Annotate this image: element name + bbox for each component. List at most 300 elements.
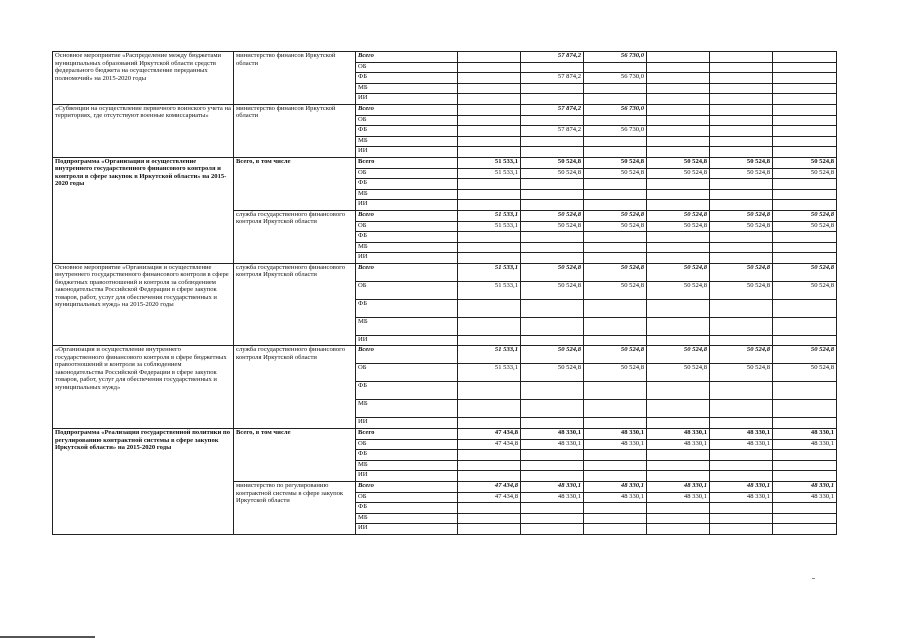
amount-cell: 57 874,2 — [521, 52, 584, 63]
scan-edge-mark — [0, 636, 95, 638]
amount-cell: 50 524,8 — [710, 281, 773, 299]
amount-cell — [710, 335, 773, 346]
amount-cell — [773, 136, 837, 147]
amount-cell — [647, 62, 710, 73]
amount-cell: 57 874,2 — [521, 126, 584, 137]
funding-source-cell: Всего — [356, 346, 458, 364]
amount-cell: 48 330,1 — [521, 439, 584, 450]
amount-cell — [584, 200, 647, 211]
amount-cell — [521, 115, 584, 126]
amount-cell — [584, 317, 647, 335]
amount-cell — [521, 232, 584, 243]
amount-cell — [584, 524, 647, 535]
amount-cell — [521, 242, 584, 253]
amount-cell — [710, 232, 773, 243]
amount-cell — [647, 253, 710, 264]
amount-cell — [458, 335, 521, 346]
amount-cell: 50 524,8 — [584, 221, 647, 232]
executor-cell: министерство финансов Иркутской области — [234, 104, 356, 157]
amount-cell — [458, 52, 521, 63]
amount-cell — [647, 189, 710, 200]
amount-cell — [773, 460, 837, 471]
amount-cell — [521, 94, 584, 105]
amount-cell: 47 434,8 — [458, 429, 521, 440]
amount-cell — [647, 200, 710, 211]
amount-cell — [773, 104, 837, 115]
amount-cell: 47 434,8 — [458, 439, 521, 450]
funding-source-cell: ИИ — [356, 418, 458, 429]
amount-cell — [710, 200, 773, 211]
executor-cell: министерство по регулированию контрактной системы в сфере закупок Иркутской области — [234, 482, 356, 535]
amount-cell: 56 730,0 — [584, 126, 647, 137]
amount-cell: 50 524,8 — [584, 157, 647, 168]
amount-cell: 50 524,8 — [647, 168, 710, 179]
amount-cell — [584, 189, 647, 200]
amount-cell — [710, 299, 773, 317]
amount-cell: 50 524,8 — [773, 263, 837, 281]
amount-cell: 56 730,0 — [584, 52, 647, 63]
amount-cell — [521, 200, 584, 211]
amount-cell: 48 330,1 — [710, 429, 773, 440]
amount-cell: 48 330,1 — [773, 492, 837, 503]
table-row — [53, 263, 837, 281]
amount-cell — [584, 136, 647, 147]
table-row — [53, 429, 837, 440]
amount-cell — [458, 253, 521, 264]
amount-cell: 50 524,8 — [773, 281, 837, 299]
amount-cell — [584, 83, 647, 94]
executor-cell: Всего, в том числе — [234, 157, 356, 210]
amount-cell — [647, 524, 710, 535]
amount-cell: 48 330,1 — [647, 482, 710, 493]
amount-cell: 50 524,8 — [647, 281, 710, 299]
amount-cell — [584, 450, 647, 461]
amount-cell — [647, 513, 710, 524]
amount-cell — [584, 62, 647, 73]
amount-cell: 48 330,1 — [584, 429, 647, 440]
amount-cell — [458, 524, 521, 535]
amount-cell: 50 524,8 — [521, 263, 584, 281]
amount-cell — [647, 94, 710, 105]
amount-cell — [647, 299, 710, 317]
amount-cell: 50 524,8 — [710, 168, 773, 179]
amount-cell: 50 524,8 — [773, 157, 837, 168]
amount-cell — [773, 418, 837, 429]
executor-cell: служба государственного финансового контроля Иркутской области — [234, 210, 356, 263]
funding-source-cell: Всего — [356, 210, 458, 221]
amount-cell — [773, 503, 837, 514]
amount-cell: 51 533,1 — [458, 210, 521, 221]
amount-cell: 50 524,8 — [521, 346, 584, 364]
funding-source-cell: ФБ — [356, 232, 458, 243]
amount-cell: 50 524,8 — [773, 364, 837, 382]
funding-source-cell: МБ — [356, 460, 458, 471]
amount-cell — [773, 115, 837, 126]
amount-cell — [521, 299, 584, 317]
program-name-cell: «Субвенции на осуществление первичного воинского учета на территориях, где отсутствуют военные комиссариаты» — [53, 104, 234, 157]
amount-cell — [584, 382, 647, 400]
amount-cell — [647, 335, 710, 346]
amount-cell — [710, 524, 773, 535]
amount-cell: 50 524,8 — [584, 281, 647, 299]
amount-cell — [773, 317, 837, 335]
amount-cell — [710, 418, 773, 429]
funding-source-cell: ОБ — [356, 281, 458, 299]
executor-cell: служба государственного финансового контроля Иркутской области — [234, 346, 356, 429]
amount-cell: 50 524,8 — [710, 364, 773, 382]
amount-cell — [458, 94, 521, 105]
amount-cell: 50 524,8 — [647, 364, 710, 382]
amount-cell — [521, 317, 584, 335]
table-row — [53, 52, 837, 63]
amount-cell: 50 524,8 — [584, 346, 647, 364]
amount-cell: 50 524,8 — [710, 263, 773, 281]
funding-source-cell: ИИ — [356, 94, 458, 105]
amount-cell: 47 434,8 — [458, 492, 521, 503]
amount-cell — [458, 471, 521, 482]
amount-cell: 50 524,8 — [773, 346, 837, 364]
amount-cell: 48 330,1 — [773, 482, 837, 493]
amount-cell — [521, 83, 584, 94]
amount-cell — [710, 73, 773, 84]
funding-source-cell: ИИ — [356, 471, 458, 482]
amount-cell: 56 730,0 — [584, 104, 647, 115]
amount-cell — [647, 503, 710, 514]
amount-cell — [521, 503, 584, 514]
amount-cell — [647, 471, 710, 482]
amount-cell — [710, 115, 773, 126]
amount-cell — [647, 317, 710, 335]
funding-source-cell: ОБ — [356, 364, 458, 382]
amount-cell — [458, 382, 521, 400]
amount-cell: 48 330,1 — [584, 492, 647, 503]
amount-cell — [710, 189, 773, 200]
amount-cell — [584, 335, 647, 346]
amount-cell — [773, 232, 837, 243]
funding-source-cell: Всего — [356, 263, 458, 281]
amount-cell: 48 330,1 — [647, 492, 710, 503]
funding-source-cell: Всего — [356, 157, 458, 168]
amount-cell: 48 330,1 — [710, 482, 773, 493]
funding-source-cell: МБ — [356, 317, 458, 335]
amount-cell — [710, 126, 773, 137]
amount-cell — [647, 115, 710, 126]
amount-cell: 48 330,1 — [521, 492, 584, 503]
amount-cell: 50 524,8 — [521, 168, 584, 179]
amount-cell — [710, 382, 773, 400]
amount-cell — [458, 317, 521, 335]
amount-cell — [458, 400, 521, 418]
amount-cell — [584, 253, 647, 264]
amount-cell — [710, 450, 773, 461]
amount-cell: 50 524,8 — [521, 364, 584, 382]
funding-source-cell: ОБ — [356, 492, 458, 503]
funding-source-cell: ИИ — [356, 200, 458, 211]
amount-cell — [458, 450, 521, 461]
amount-cell — [458, 189, 521, 200]
amount-cell: 50 524,8 — [584, 210, 647, 221]
amount-cell — [773, 299, 837, 317]
amount-cell — [458, 503, 521, 514]
funding-source-cell: ОБ — [356, 168, 458, 179]
amount-cell — [647, 52, 710, 63]
funding-source-cell: Всего — [356, 429, 458, 440]
amount-cell — [710, 460, 773, 471]
amount-cell — [647, 232, 710, 243]
program-name-cell: Подпрограмма «Реализация государственной политики по регулированию контрактной системы в сфере закупок Иркутской области» на 2015-2020 годы — [53, 429, 234, 535]
amount-cell: 51 533,1 — [458, 157, 521, 168]
amount-cell: 48 330,1 — [647, 429, 710, 440]
amount-cell: 50 524,8 — [647, 157, 710, 168]
amount-cell: 50 524,8 — [773, 210, 837, 221]
amount-cell — [521, 382, 584, 400]
amount-cell — [710, 179, 773, 190]
funding-source-cell: ИИ — [356, 147, 458, 158]
program-name-cell: Основное мероприятие «Организация и осуществление внутреннего государственного финансового контроля в сфере бюджетных правоотношений и контроля за соблюдением законодательства Российской Федерации в сфере закупок товаров, работ, услуг для обеспечения государственных и муниципальных нужд» на 2015-2020 годы — [53, 263, 234, 346]
executor-cell: Всего, в том числе — [234, 429, 356, 482]
amount-cell — [773, 513, 837, 524]
amount-cell: 47 434,8 — [458, 482, 521, 493]
amount-cell: 57 874,2 — [521, 104, 584, 115]
amount-cell — [458, 232, 521, 243]
amount-cell: 50 524,8 — [521, 281, 584, 299]
funding-source-cell: ОБ — [356, 115, 458, 126]
amount-cell — [521, 460, 584, 471]
executor-cell: министерство финансов Иркутской области — [234, 52, 356, 105]
funding-source-cell: МБ — [356, 513, 458, 524]
amount-cell — [458, 242, 521, 253]
amount-cell — [647, 179, 710, 190]
amount-cell — [647, 418, 710, 429]
amount-cell — [647, 460, 710, 471]
amount-cell — [584, 299, 647, 317]
funding-source-cell: МБ — [356, 136, 458, 147]
program-name-cell: Подпрограмма «Организация и осуществление внутреннего государственного финансового контроля и контроля в сфере закупок в Иркутской области» на 2015-2020 годы — [53, 157, 234, 263]
amount-cell — [584, 179, 647, 190]
amount-cell — [521, 136, 584, 147]
amount-cell — [458, 179, 521, 190]
funding-source-cell: ФБ — [356, 179, 458, 190]
amount-cell — [710, 83, 773, 94]
amount-cell: 50 524,8 — [710, 346, 773, 364]
amount-cell — [773, 62, 837, 73]
funding-source-cell: МБ — [356, 83, 458, 94]
amount-cell — [710, 242, 773, 253]
amount-cell — [710, 62, 773, 73]
amount-cell — [458, 136, 521, 147]
amount-cell: 48 330,1 — [773, 429, 837, 440]
amount-cell: 50 524,8 — [647, 263, 710, 281]
amount-cell — [521, 147, 584, 158]
amount-cell — [773, 83, 837, 94]
amount-cell — [458, 62, 521, 73]
amount-cell — [584, 232, 647, 243]
amount-cell — [773, 450, 837, 461]
amount-cell — [647, 242, 710, 253]
amount-cell: 50 524,8 — [584, 364, 647, 382]
amount-cell — [773, 382, 837, 400]
amount-cell — [773, 200, 837, 211]
amount-cell — [647, 126, 710, 137]
amount-cell: 50 524,8 — [773, 168, 837, 179]
amount-cell — [773, 179, 837, 190]
amount-cell — [521, 471, 584, 482]
amount-cell — [458, 200, 521, 211]
amount-cell — [773, 94, 837, 105]
amount-cell — [584, 400, 647, 418]
funding-source-cell: ОБ — [356, 221, 458, 232]
amount-cell — [584, 94, 647, 105]
amount-cell — [584, 460, 647, 471]
amount-cell: 50 524,8 — [584, 263, 647, 281]
amount-cell — [647, 450, 710, 461]
amount-cell: 48 330,1 — [647, 439, 710, 450]
amount-cell — [773, 253, 837, 264]
amount-cell — [458, 147, 521, 158]
amount-cell — [584, 513, 647, 524]
program-name-cell: Основное мероприятие «Распределение между бюджетами муниципальных образований Иркутской области средств федерального бюджета на осуществление переданных полномочий» на 2015-2020 годы — [53, 52, 234, 105]
funding-source-cell: ОБ — [356, 62, 458, 73]
amount-cell — [521, 179, 584, 190]
funding-source-cell: Всего — [356, 52, 458, 63]
funding-source-cell: Всего — [356, 104, 458, 115]
amount-cell — [647, 400, 710, 418]
amount-cell: 48 330,1 — [710, 439, 773, 450]
amount-cell — [710, 52, 773, 63]
finance-table — [52, 51, 837, 535]
amount-cell — [710, 400, 773, 418]
amount-cell — [647, 382, 710, 400]
amount-cell: 50 524,8 — [710, 210, 773, 221]
amount-cell — [647, 136, 710, 147]
amount-cell — [521, 62, 584, 73]
amount-cell — [710, 136, 773, 147]
amount-cell — [521, 253, 584, 264]
finance-table-sheet — [52, 51, 836, 535]
table-row — [53, 346, 837, 364]
amount-cell: 51 533,1 — [458, 364, 521, 382]
amount-cell — [773, 126, 837, 137]
amount-cell — [773, 335, 837, 346]
amount-cell — [584, 471, 647, 482]
amount-cell — [521, 450, 584, 461]
amount-cell — [584, 242, 647, 253]
amount-cell — [521, 418, 584, 429]
amount-cell: 50 524,8 — [521, 210, 584, 221]
amount-cell — [584, 418, 647, 429]
funding-source-cell: ФБ — [356, 73, 458, 84]
executor-cell: служба государственного финансового контроля Иркутской области — [234, 263, 356, 346]
funding-source-cell: ИИ — [356, 524, 458, 535]
amount-cell: 50 524,8 — [773, 221, 837, 232]
funding-source-cell: МБ — [356, 242, 458, 253]
amount-cell — [584, 115, 647, 126]
amount-cell: 56 730,0 — [584, 73, 647, 84]
amount-cell — [458, 299, 521, 317]
amount-cell — [773, 471, 837, 482]
table-row — [53, 104, 837, 115]
amount-cell — [584, 503, 647, 514]
amount-cell — [773, 524, 837, 535]
amount-cell — [458, 126, 521, 137]
amount-cell: 48 330,1 — [773, 439, 837, 450]
amount-cell — [710, 317, 773, 335]
amount-cell — [773, 52, 837, 63]
funding-source-cell: ИИ — [356, 253, 458, 264]
funding-source-cell: ИИ — [356, 335, 458, 346]
funding-source-cell: МБ — [356, 189, 458, 200]
amount-cell — [647, 73, 710, 84]
amount-cell: 51 533,1 — [458, 221, 521, 232]
amount-cell: 51 533,1 — [458, 263, 521, 281]
funding-source-cell: ФБ — [356, 126, 458, 137]
amount-cell — [521, 524, 584, 535]
amount-cell: 50 524,8 — [584, 168, 647, 179]
amount-cell — [521, 335, 584, 346]
amount-cell: 50 524,8 — [710, 221, 773, 232]
amount-cell — [710, 513, 773, 524]
amount-cell — [773, 242, 837, 253]
amount-cell — [458, 73, 521, 84]
amount-cell — [458, 104, 521, 115]
amount-cell: 51 533,1 — [458, 168, 521, 179]
amount-cell: 50 524,8 — [647, 221, 710, 232]
amount-cell — [458, 513, 521, 524]
amount-cell — [710, 104, 773, 115]
amount-cell: 50 524,8 — [521, 157, 584, 168]
amount-cell — [710, 253, 773, 264]
amount-cell — [521, 400, 584, 418]
funding-source-cell: ФБ — [356, 503, 458, 514]
amount-cell: 48 330,1 — [584, 482, 647, 493]
amount-cell — [710, 503, 773, 514]
amount-cell — [710, 147, 773, 158]
funding-source-cell: ФБ — [356, 450, 458, 461]
amount-cell: 50 524,8 — [521, 221, 584, 232]
amount-cell — [521, 513, 584, 524]
amount-cell: 48 330,1 — [521, 482, 584, 493]
amount-cell: 50 524,8 — [647, 346, 710, 364]
amount-cell: 50 524,8 — [710, 157, 773, 168]
amount-cell — [647, 104, 710, 115]
program-name-cell: «Организация и осуществление внутреннего государственного финансового контроля в сфере бюджетных правоотношений и контроля за соблюдением законодательства Российской Федерации в сфере закупок товаров, работ, услуг для обеспечения государственных и муниципальных нужд» — [53, 346, 234, 429]
amount-cell: 48 330,1 — [584, 439, 647, 450]
amount-cell: 57 874,2 — [521, 73, 584, 84]
amount-cell — [773, 400, 837, 418]
amount-cell — [458, 418, 521, 429]
amount-cell — [710, 94, 773, 105]
amount-cell: 48 330,1 — [521, 429, 584, 440]
scan-speck — [812, 578, 815, 579]
funding-source-cell: ФБ — [356, 299, 458, 317]
amount-cell — [710, 471, 773, 482]
amount-cell — [647, 147, 710, 158]
funding-source-cell: ОБ — [356, 439, 458, 450]
amount-cell: 51 533,1 — [458, 346, 521, 364]
amount-cell — [458, 460, 521, 471]
amount-cell — [773, 189, 837, 200]
amount-cell — [521, 189, 584, 200]
funding-source-cell: Всего — [356, 482, 458, 493]
amount-cell — [647, 83, 710, 94]
amount-cell — [584, 147, 647, 158]
amount-cell: 51 533,1 — [458, 281, 521, 299]
finance-table-body — [53, 52, 837, 535]
amount-cell: 50 524,8 — [647, 210, 710, 221]
amount-cell: 48 330,1 — [710, 492, 773, 503]
amount-cell — [773, 73, 837, 84]
amount-cell — [458, 115, 521, 126]
